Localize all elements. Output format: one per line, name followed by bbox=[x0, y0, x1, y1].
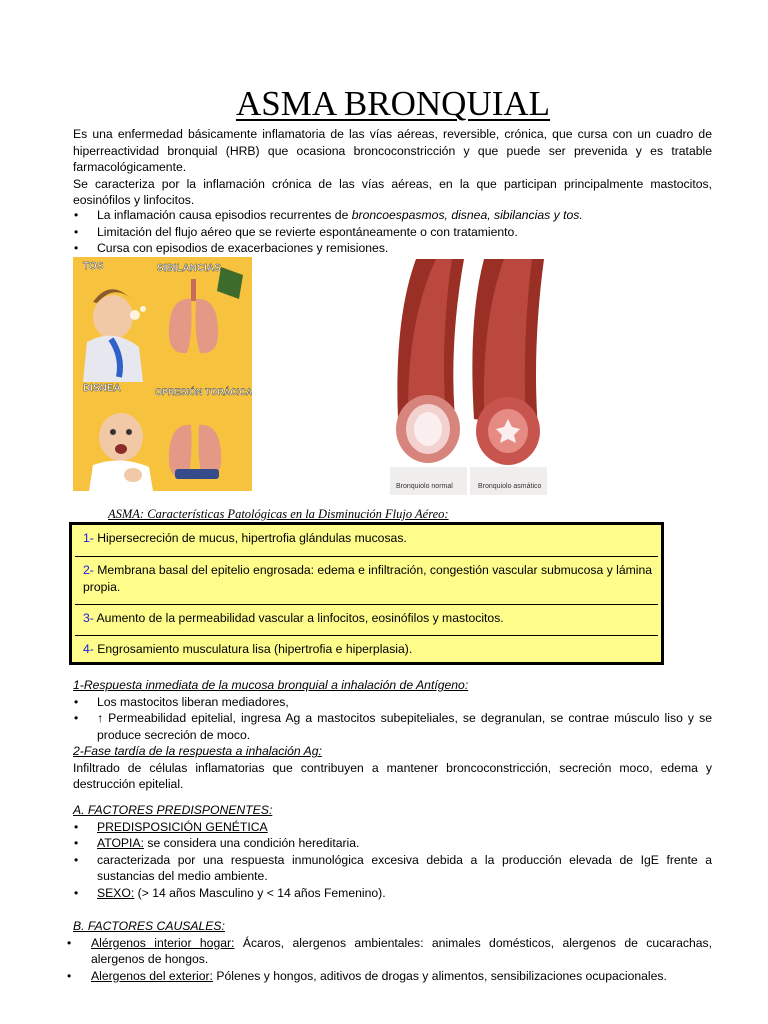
intro-paragraph: Se caracteriza por la inflamación crónica de las vías aéreas, en la que participan principalmente mastocitos, eosinófilos y linfocitos. bbox=[73, 176, 712, 207]
bullet-italic-text: broncoespasmos, disnea, sibilancias y tos. bbox=[351, 208, 583, 222]
fase-tardia bbox=[73, 743, 712, 793]
bullet-text: La inflamación causa episodios recurrentes de bbox=[97, 208, 352, 222]
row-text: Membrana basal del epitelio engrosada: edema e infiltración, congestión vascular submucosa y lámina propia. bbox=[83, 563, 653, 594]
bullet-term: Alérgenos interior hogar: bbox=[91, 935, 235, 950]
bullet-text: Pólenes y hongos, aditivos de drogas y alimentos, sensibilizaciones ocupacionales. bbox=[212, 968, 667, 983]
table-row bbox=[75, 636, 658, 662]
row-number: 3- bbox=[83, 611, 94, 625]
bullet-term: ATOPIA: bbox=[97, 836, 144, 850]
factores-predisponentes bbox=[73, 802, 712, 901]
bullet-text: Los mastocitos liberan mediadores, bbox=[97, 694, 289, 709]
row-number: 1- bbox=[83, 531, 94, 545]
bullet-text: Limitación del flujo aéreo que se revierte espontáneamente o con tratamiento. bbox=[97, 224, 518, 239]
table-row bbox=[75, 605, 658, 636]
bronchi-label: Bronquiolo asmático bbox=[478, 483, 542, 490]
intro-paragraph: Es una enfermedad básicamente inflamatoria de las vías aéreas, reversible, crónica, que cursa con un cuadro de hiperreactividad bronquial (HRB) que ocasiona broncoconstricción y que puede ser prevenida y es tratable farmacológicamente. bbox=[73, 127, 712, 174]
page-title: ASMA BRONQUIAL bbox=[235, 84, 551, 123]
bullet-term: SEXO: bbox=[97, 885, 135, 900]
list-item bbox=[73, 224, 712, 241]
bullet-text: (> 14 años Masculino y < 14 años Femenino). bbox=[134, 885, 386, 900]
list-item bbox=[73, 819, 712, 836]
bullet-text: Ácaros, alergenos ambientales: animales domésticos, alergenos de cucarachas, alergenos de hongos. bbox=[91, 935, 712, 966]
intro bbox=[73, 126, 712, 209]
symptom-label: OPRESIÓN TORÁCICA bbox=[155, 387, 252, 397]
list-item bbox=[73, 835, 712, 852]
list-item bbox=[73, 694, 712, 711]
bullet-term: Alergenos del exterior: bbox=[91, 968, 213, 983]
table-title: ASMA: Características Patológicas en la Disminución Flujo Aéreo: bbox=[108, 507, 449, 521]
list-item bbox=[73, 852, 712, 885]
section-text: Infiltrado de células inflamatorias que contribuyen a mantener broncoconstricción, secreción moco, edema y destrucción epitelial. bbox=[73, 760, 712, 791]
row-number: 4- bbox=[83, 642, 94, 656]
list-item bbox=[73, 935, 712, 968]
section-heading: 2-Fase tardía de la respuesta a inhalación Ag: bbox=[73, 744, 322, 758]
respuesta-inmediata bbox=[73, 677, 712, 743]
row-text: Aumento de la permeabilidad vascular a linfocitos, eosinófilos y mastocitos. bbox=[93, 611, 504, 625]
row-text: Hipersecreción de mucus, hipertrofia glándulas mucosas. bbox=[93, 531, 407, 545]
intro-bullets bbox=[73, 207, 712, 257]
symptoms-illustration bbox=[73, 257, 252, 491]
pathology-table bbox=[69, 522, 664, 665]
bronchi-illustration bbox=[386, 259, 547, 495]
bullet-text: se considera una condición hereditaria. bbox=[143, 836, 360, 850]
bronchi-label: Bronquiolo normal bbox=[396, 483, 453, 490]
table-row bbox=[75, 557, 658, 605]
symptom-label: DISNEA bbox=[83, 383, 121, 394]
bullet-text: PREDISPOSICIÓN GENÉTICA bbox=[97, 819, 268, 834]
list-item bbox=[73, 710, 712, 743]
symptom-label: SIBILANCIAS bbox=[157, 263, 221, 274]
factores-causales bbox=[73, 918, 712, 984]
list-item bbox=[73, 885, 712, 902]
table-row bbox=[75, 525, 658, 557]
section-heading: 1-Respuesta inmediata de la mucosa bronquial a inhalación de Antígeno: bbox=[73, 678, 469, 692]
list-item bbox=[73, 207, 712, 224]
section-heading: A. FACTORES PREDISPONENTES: bbox=[73, 803, 273, 817]
row-number: 2- bbox=[83, 563, 94, 577]
bullet-text: ↑ Permeabilidad epitelial, ingresa Ag a mastocitos subepiteliales, se degranulan, se contrae músculo liso y se produce secreción de moco. bbox=[97, 711, 712, 742]
bullet-text: Cursa con episodios de exacerbaciones y remisiones. bbox=[97, 241, 389, 255]
section-heading: B. FACTORES CAUSALES: bbox=[73, 919, 225, 933]
list-item bbox=[73, 968, 712, 985]
symptom-label: TOS bbox=[83, 261, 104, 272]
list-item bbox=[73, 240, 712, 257]
bullet-text: caracterizada por una respuesta inmunológica excesiva debida a la producción elevada de IgE frente a sustancias del medio ambiente. bbox=[97, 852, 712, 883]
row-text: Engrosamiento musculatura lisa (hipertrofia e hiperplasia). bbox=[93, 642, 413, 656]
